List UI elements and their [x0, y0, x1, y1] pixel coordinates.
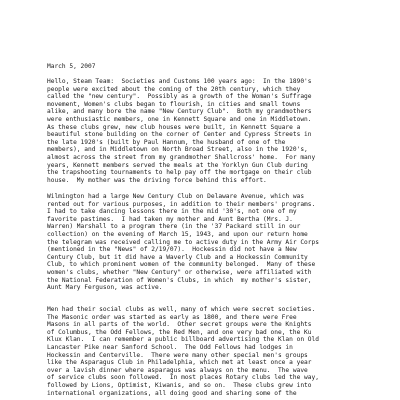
paragraph-wilmington-club: Wilmington had a large New Century Club on Delaware Avenue, which was rented out for various purposes, in addition to their members' programs. I had to take dancing lessons there in the mid '30's, not one of my favorite pastimes. I had taken my mother and Aunt Bertha (Mrs. J. Warren) Marshall to a program there (in the '37 Packard still in our collection) on the evening of March 15, 1943, and upon our return home the telegram was received calling me to active duty in the Army Air Corps (mentioned in the "News" of 2/19/07). Hockessin did not have a New Century Club, but it did have a Waverly Club and a Hockessin Community Club, to which prominent women of the community belonged. Many of these women's clubs, whether "New Century" or otherwise, were affiliated with the National Federation of Women's Clubs, in which my mother's sister, Aunt Mary Ferguson, was active.	[47, 193, 319, 292]
paragraph-new-century-clubs: Hello, Steam Team: Societies and Customs 100 years ago: In the 1890's people were excited about the coming of the 20th century, which they called the "new century". Possibly as a growth of the Woman's Suffrage movement, Women's clubs began to flourish, in cities and small towns alike, and many bore the name "New Century Club". Both my grandmothers were enthusiastic members, one in Kennett Square and one in Middletown. As these clubs grew, new club houses were built, in Kennett Square a beautiful stone building on the corner of Center and Cypress Streets in the late 1920's (built by Paul Hannum, the husband of one of the members), and in Middletown on North Broad Street, also in the 1920's, almost across the street from my grandmother Shallcross' home. For many years, Kennett members served the meals at the Yorklyn Gun Club during the trapshooting tournaments to help pay off the mortgage on their club house. My mother was the driving force behind this effort.	[47, 78, 316, 184]
letter-date: March 5, 2007	[47, 63, 96, 70]
paragraph-mens-societies: Men had their social clubs as well, many of which were secret societies. The Masonic order was started as early as 1800, and there were Free Masons in all parts of the world. Other secret groups were the Knights of Columbus, the Odd Fellows, the Red Men, and one very bad one, the Ku Klux Klan. I can remember a public billboard advertising the Klan on Old Lancaster Pike near Sanford School. The Odd Fellows had lodges in Hockessin and Centerville. There were many other special men's groups like the Asparagus Club in Philadelphia, which met at least once a year over a lavish dinner where asparagus was always on the menu. The wave of service clubs soon followed. In most places Rotary clubs led the way, followed by Lions, Optimist, Kiwanis, and so on. These clubs grew into international organizations, all doing good and sharing some of the	[47, 306, 319, 397]
